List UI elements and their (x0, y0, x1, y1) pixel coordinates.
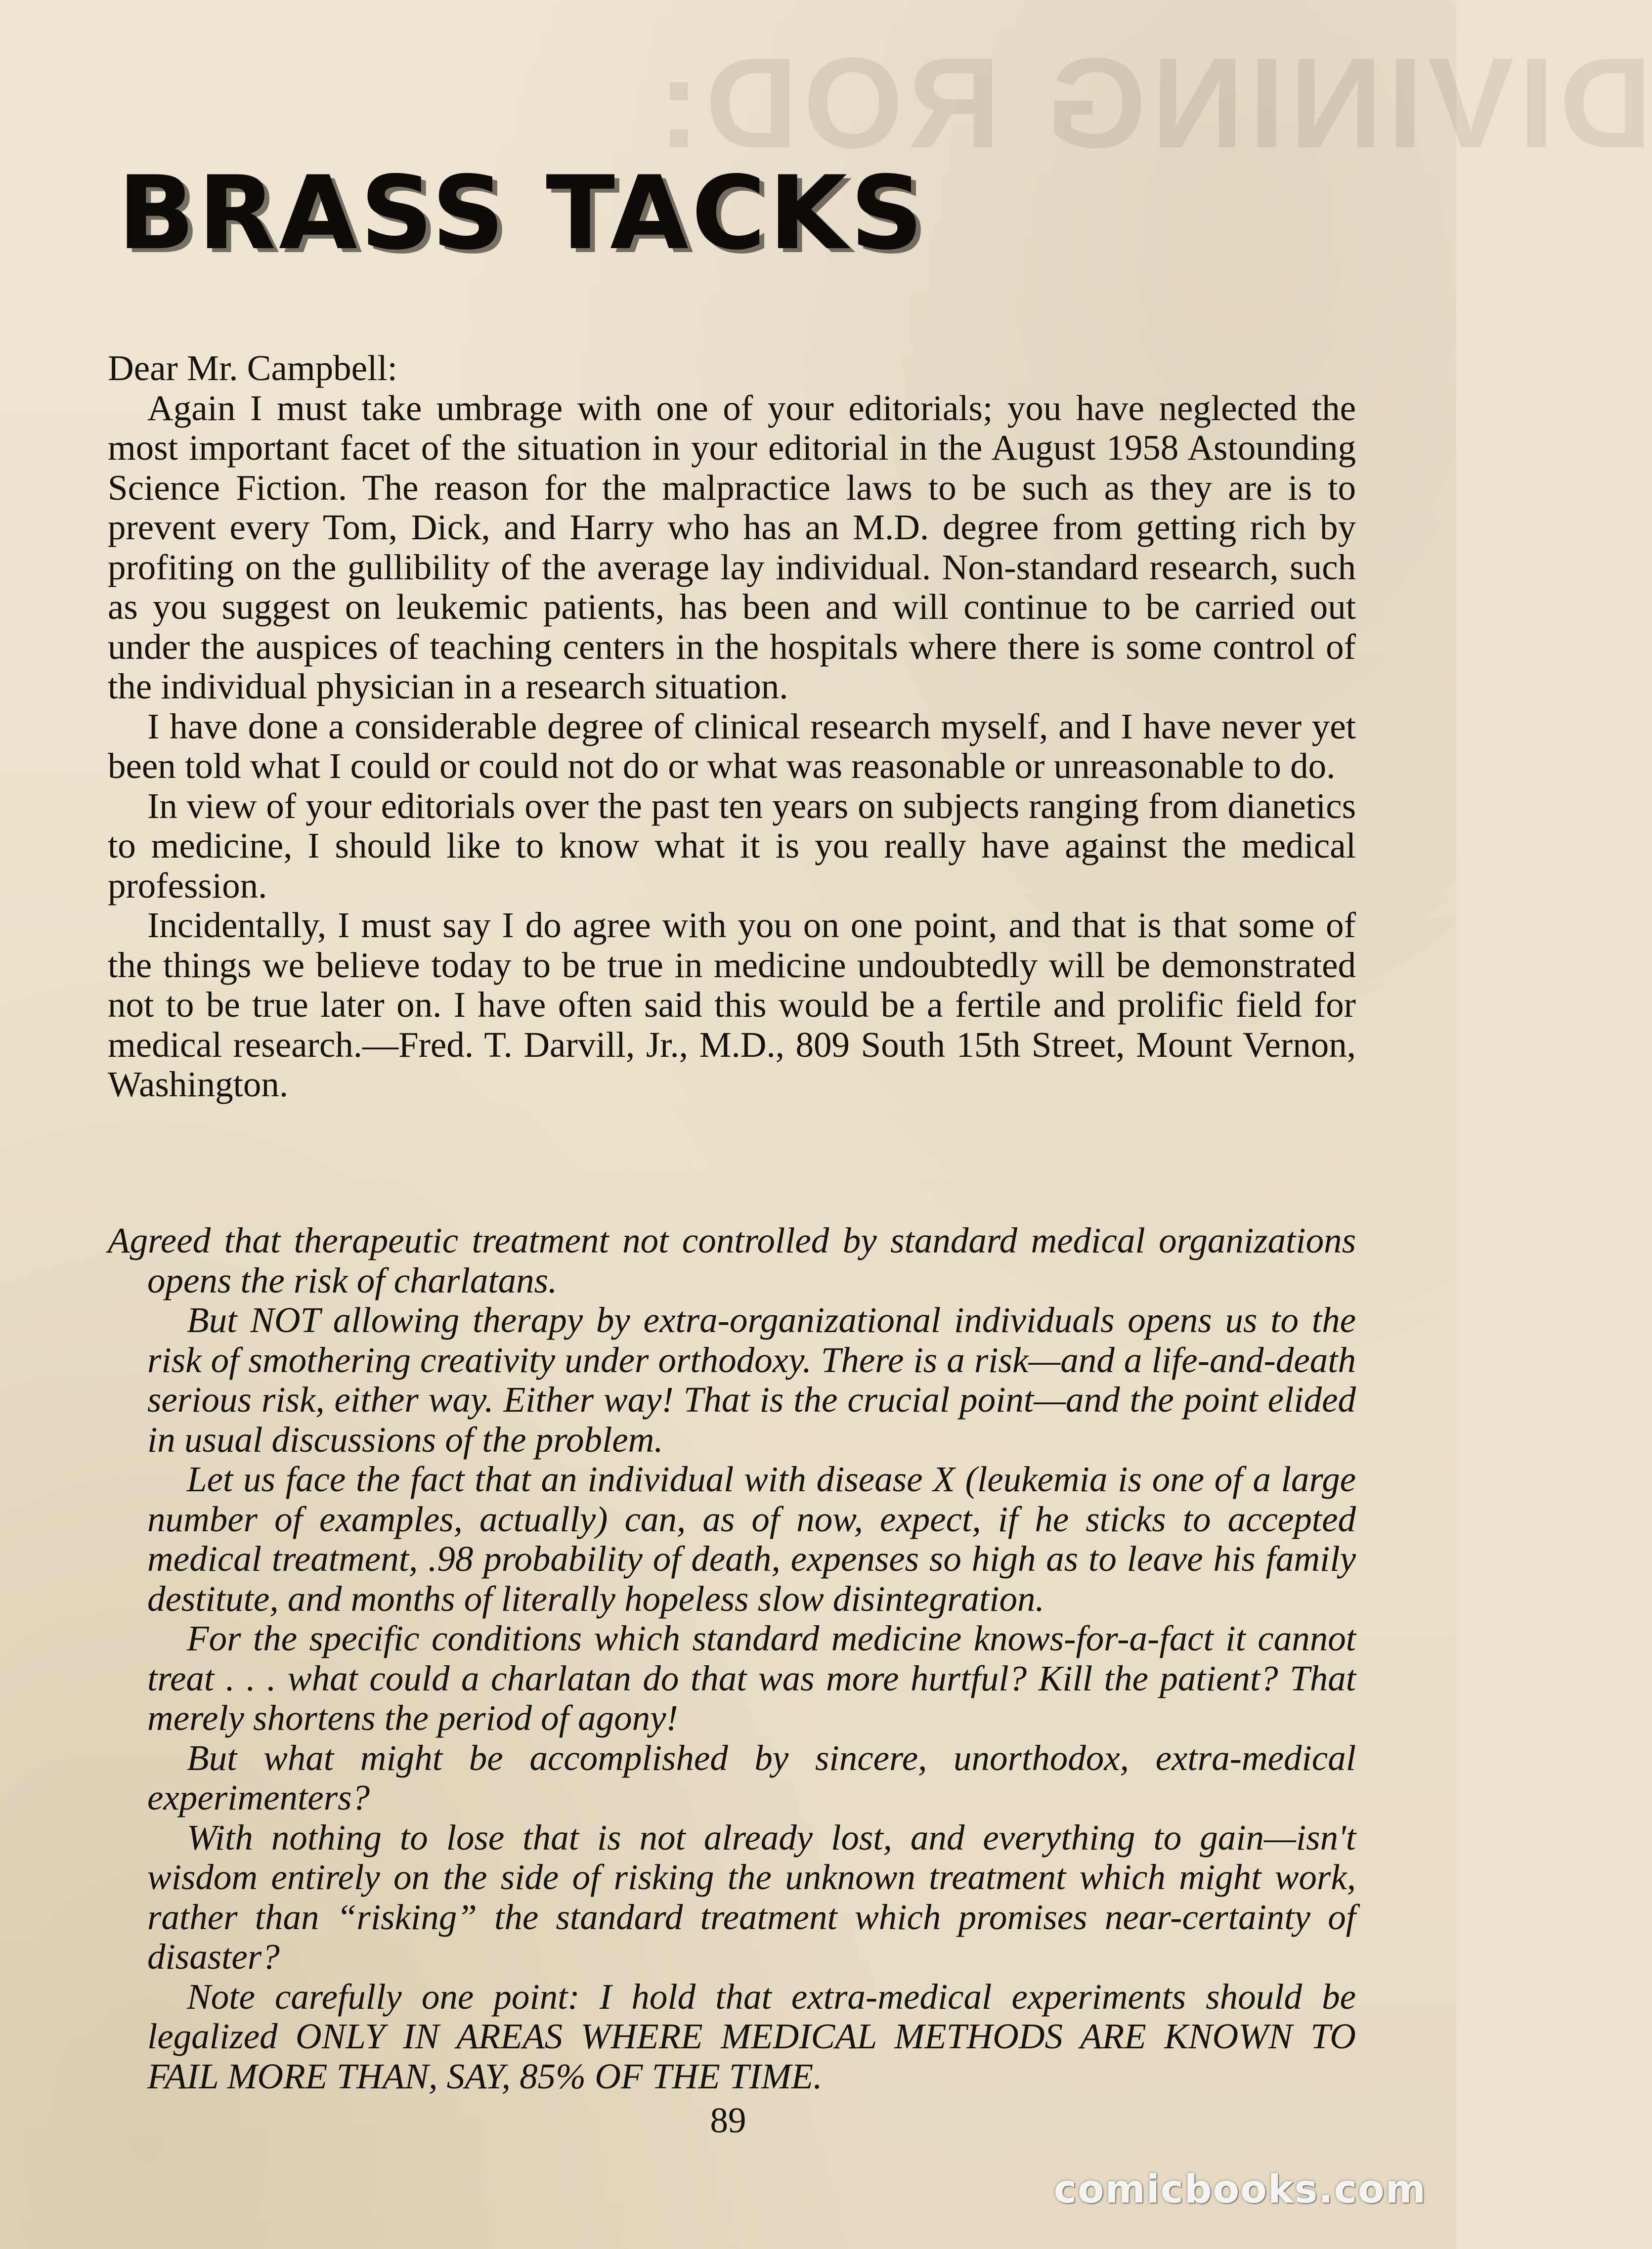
section-heading: BRASS TACKS (118, 155, 926, 272)
site-watermark: comicbooks.com (1053, 2167, 1427, 2212)
letter-paragraph: In view of your editorials over the past ten years on subjects ranging from dianetics to medicine, I should like to know what it is you really have against the medical profession. (108, 785, 1356, 906)
page-number: 89 (710, 2100, 746, 2140)
letter-paragraph: I have done a considerable degree of clinical research myself, and I have never yet been told what I could or could not do or what was reasonable or unreasonable to do. (108, 706, 1356, 786)
letter-salutation: Dear Mr. Campbell: (108, 348, 397, 388)
reply-paragraph: Let us face the fact that an individual with disease X (leukemia is one of a large number of examples, actually) can, as of now, expect, if he sticks to accepted medical treatment, .98 probability of death, expenses so high as to leave his family destitute, and months of literally hopeless slow disintegration. (147, 1459, 1356, 1619)
reply-paragraph: But what might be accomplished by sincere, unorthodox, extra-medical experimenters? (147, 1737, 1356, 1817)
letter-paragraph: Incidentally, I must say I do agree with you on one point, and that is that some of the things we believe today to be true in medicine undoubtedly will be demonstrated not to be true later on. I have often said this would be a fertile and prolific field for medical research.—Fred. T. Darvill, Jr., M.D., 809 South 15th Street, Mount Vernon, Washington. (108, 905, 1356, 1104)
reply-paragraph: Note carefully one point: I hold that extra-medical experiments should be legalized ONLY IN AREAS WHERE MEDICAL METHODS ARE KNOWN TO FAIL MORE THAN, SAY, 85% OF THE TIME. (147, 1976, 1356, 2096)
reply-paragraph: With nothing to lose that is not already lost, and everything to gain—isn't wisdom entirely on the side of risking the unknown treatment which might work, rather than “risking” the standard treatment which promises near-certainty of disaster? (147, 1817, 1356, 1977)
reply-paragraph: But NOT allowing therapy by extra-organizational individuals opens us to the risk of smothering creativity under orthodoxy. There is a risk—and a life-and-death serious risk, either way. Either way! That is the crucial point—and the point elided in usual discussions of the problem. (147, 1300, 1356, 1460)
reader-letter (108, 348, 1356, 1105)
reply-paragraph: For the specific conditions which standard medicine knows-for-a-fact it cannot treat . . . what could a charlatan do that was more hurtful? Kill the patient? That merely shortens the period of agony! (147, 1618, 1356, 1738)
reply-paragraph: Agreed that therapeutic treatment not controlled by standard medical organizations opens the risk of charlatans. (108, 1220, 1356, 1300)
letter-paragraph: Again I must take umbrage with one of your editorials; you have neglected the most important facet of the situation in your editorial in the August 1958 Astounding Science Fiction. The reason for the malpractice laws to be such as they are is to prevent every Tom, Dick, and Harry who has an M.D. degree from getting rich by profiting on the gullibility of the average lay individual. Non-standard research, such as you suggest on leukemic patients, has been and will continue to be carried out under the auspices of teaching centers in the hospitals where there is some control of the individual physician in a research situation. (108, 388, 1356, 706)
editor-reply (108, 1221, 1356, 2096)
bleed-through-title: DIVINING ROD: (652, 32, 1652, 175)
